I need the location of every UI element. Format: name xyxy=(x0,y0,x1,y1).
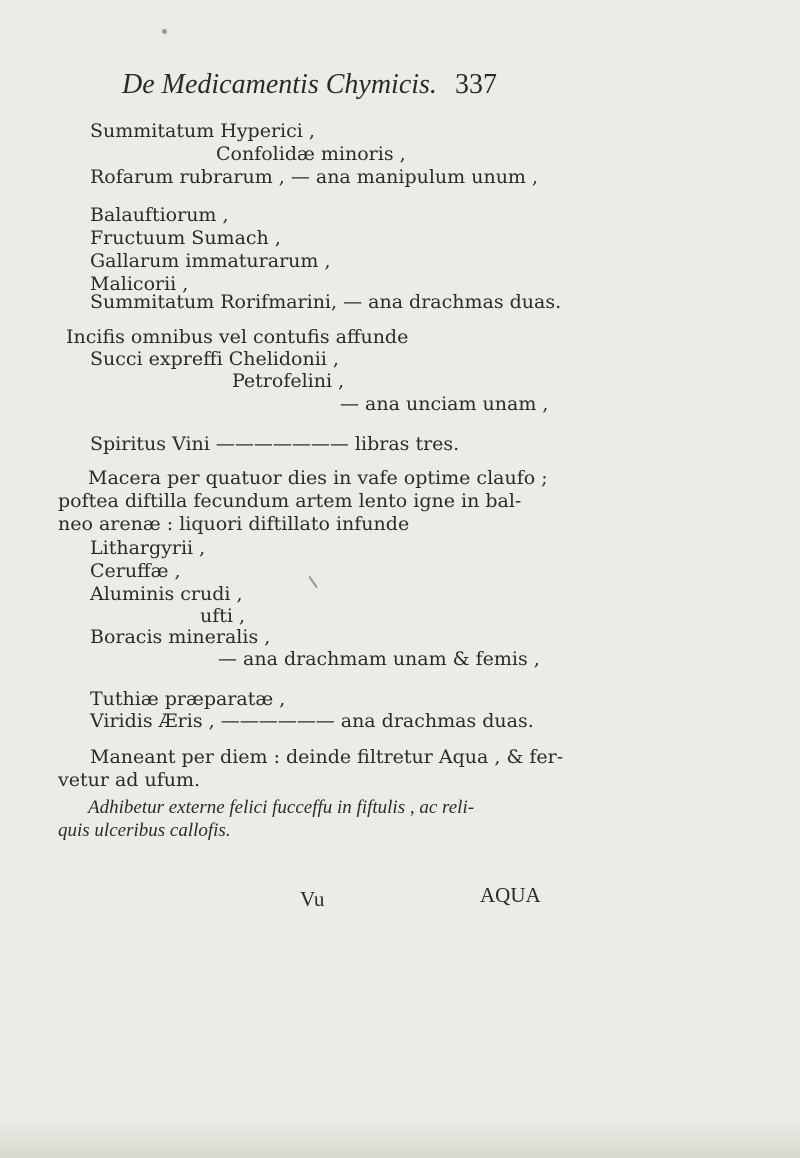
recipe-line: Petrofelini , xyxy=(232,370,345,392)
recipe-line: neo arenæ : liquori diftillato infunde xyxy=(58,513,410,535)
recipe-line: Tuthiæ præparatæ , xyxy=(90,688,286,710)
paper-speck xyxy=(308,576,318,589)
recipe-line: Aluminis crudi , xyxy=(90,583,243,605)
recipe-line: Rofarum rubrarum , — ana manipulum unum , xyxy=(90,166,539,188)
paper-speck xyxy=(162,29,167,34)
recipe-line: Macera per quatuor dies in vafe optime claufo ; xyxy=(88,467,548,489)
recipe-line: Succi expreffi Chelidonii , xyxy=(90,348,339,370)
recipe-line: — ana drachmam unam & femis , xyxy=(218,648,540,670)
recipe-line: Fructuum Sumach , xyxy=(90,227,281,249)
recipe-line: — ana unciam unam , xyxy=(340,393,549,415)
recipe-line: vetur ad ufum. xyxy=(58,769,201,791)
catchword: AQUA xyxy=(480,883,541,907)
recipe-line: poftea diftilla fecundum artem lento igne in bal- xyxy=(58,490,522,512)
recipe-line: Spiritus Vini ——————— libras tres. xyxy=(90,433,460,455)
recipe-line: Boracis mineralis , xyxy=(90,626,271,648)
usage-note: quis ulceribus callofis. xyxy=(58,820,231,841)
usage-note: Adhibetur externe felici fucceffu in fiftulis , ac reli- xyxy=(88,797,475,818)
recipe-line: Summitatum Hyperici , xyxy=(90,120,315,142)
recipe-line: Lithargyrii , xyxy=(90,537,206,559)
recipe-line: Incifis omnibus vel contufis affunde xyxy=(66,326,409,348)
recipe-line: Maneant per diem : deinde filtretur Aqua , & fer- xyxy=(90,746,564,768)
recipe-line: Viridis Æris , —————— ana drachmas duas. xyxy=(90,710,534,732)
signature-mark: Vu xyxy=(300,887,325,911)
recipe-line: Balauftiorum , xyxy=(90,204,229,226)
recipe-line: Summitatum Rorifmarini, — ana drachmas duas. xyxy=(90,291,562,313)
recipe-line: Gallarum immaturarum , xyxy=(90,250,331,272)
running-title: De Medicamentis Chymicis. xyxy=(122,69,437,100)
recipe-line: Confolidæ minoris , xyxy=(216,143,406,165)
recipe-line: Ceruffæ , xyxy=(90,560,181,582)
recipe-line: ufti , xyxy=(200,605,246,627)
page-number: 337 xyxy=(455,69,497,100)
recipe-line: Malicorii , xyxy=(90,273,189,295)
